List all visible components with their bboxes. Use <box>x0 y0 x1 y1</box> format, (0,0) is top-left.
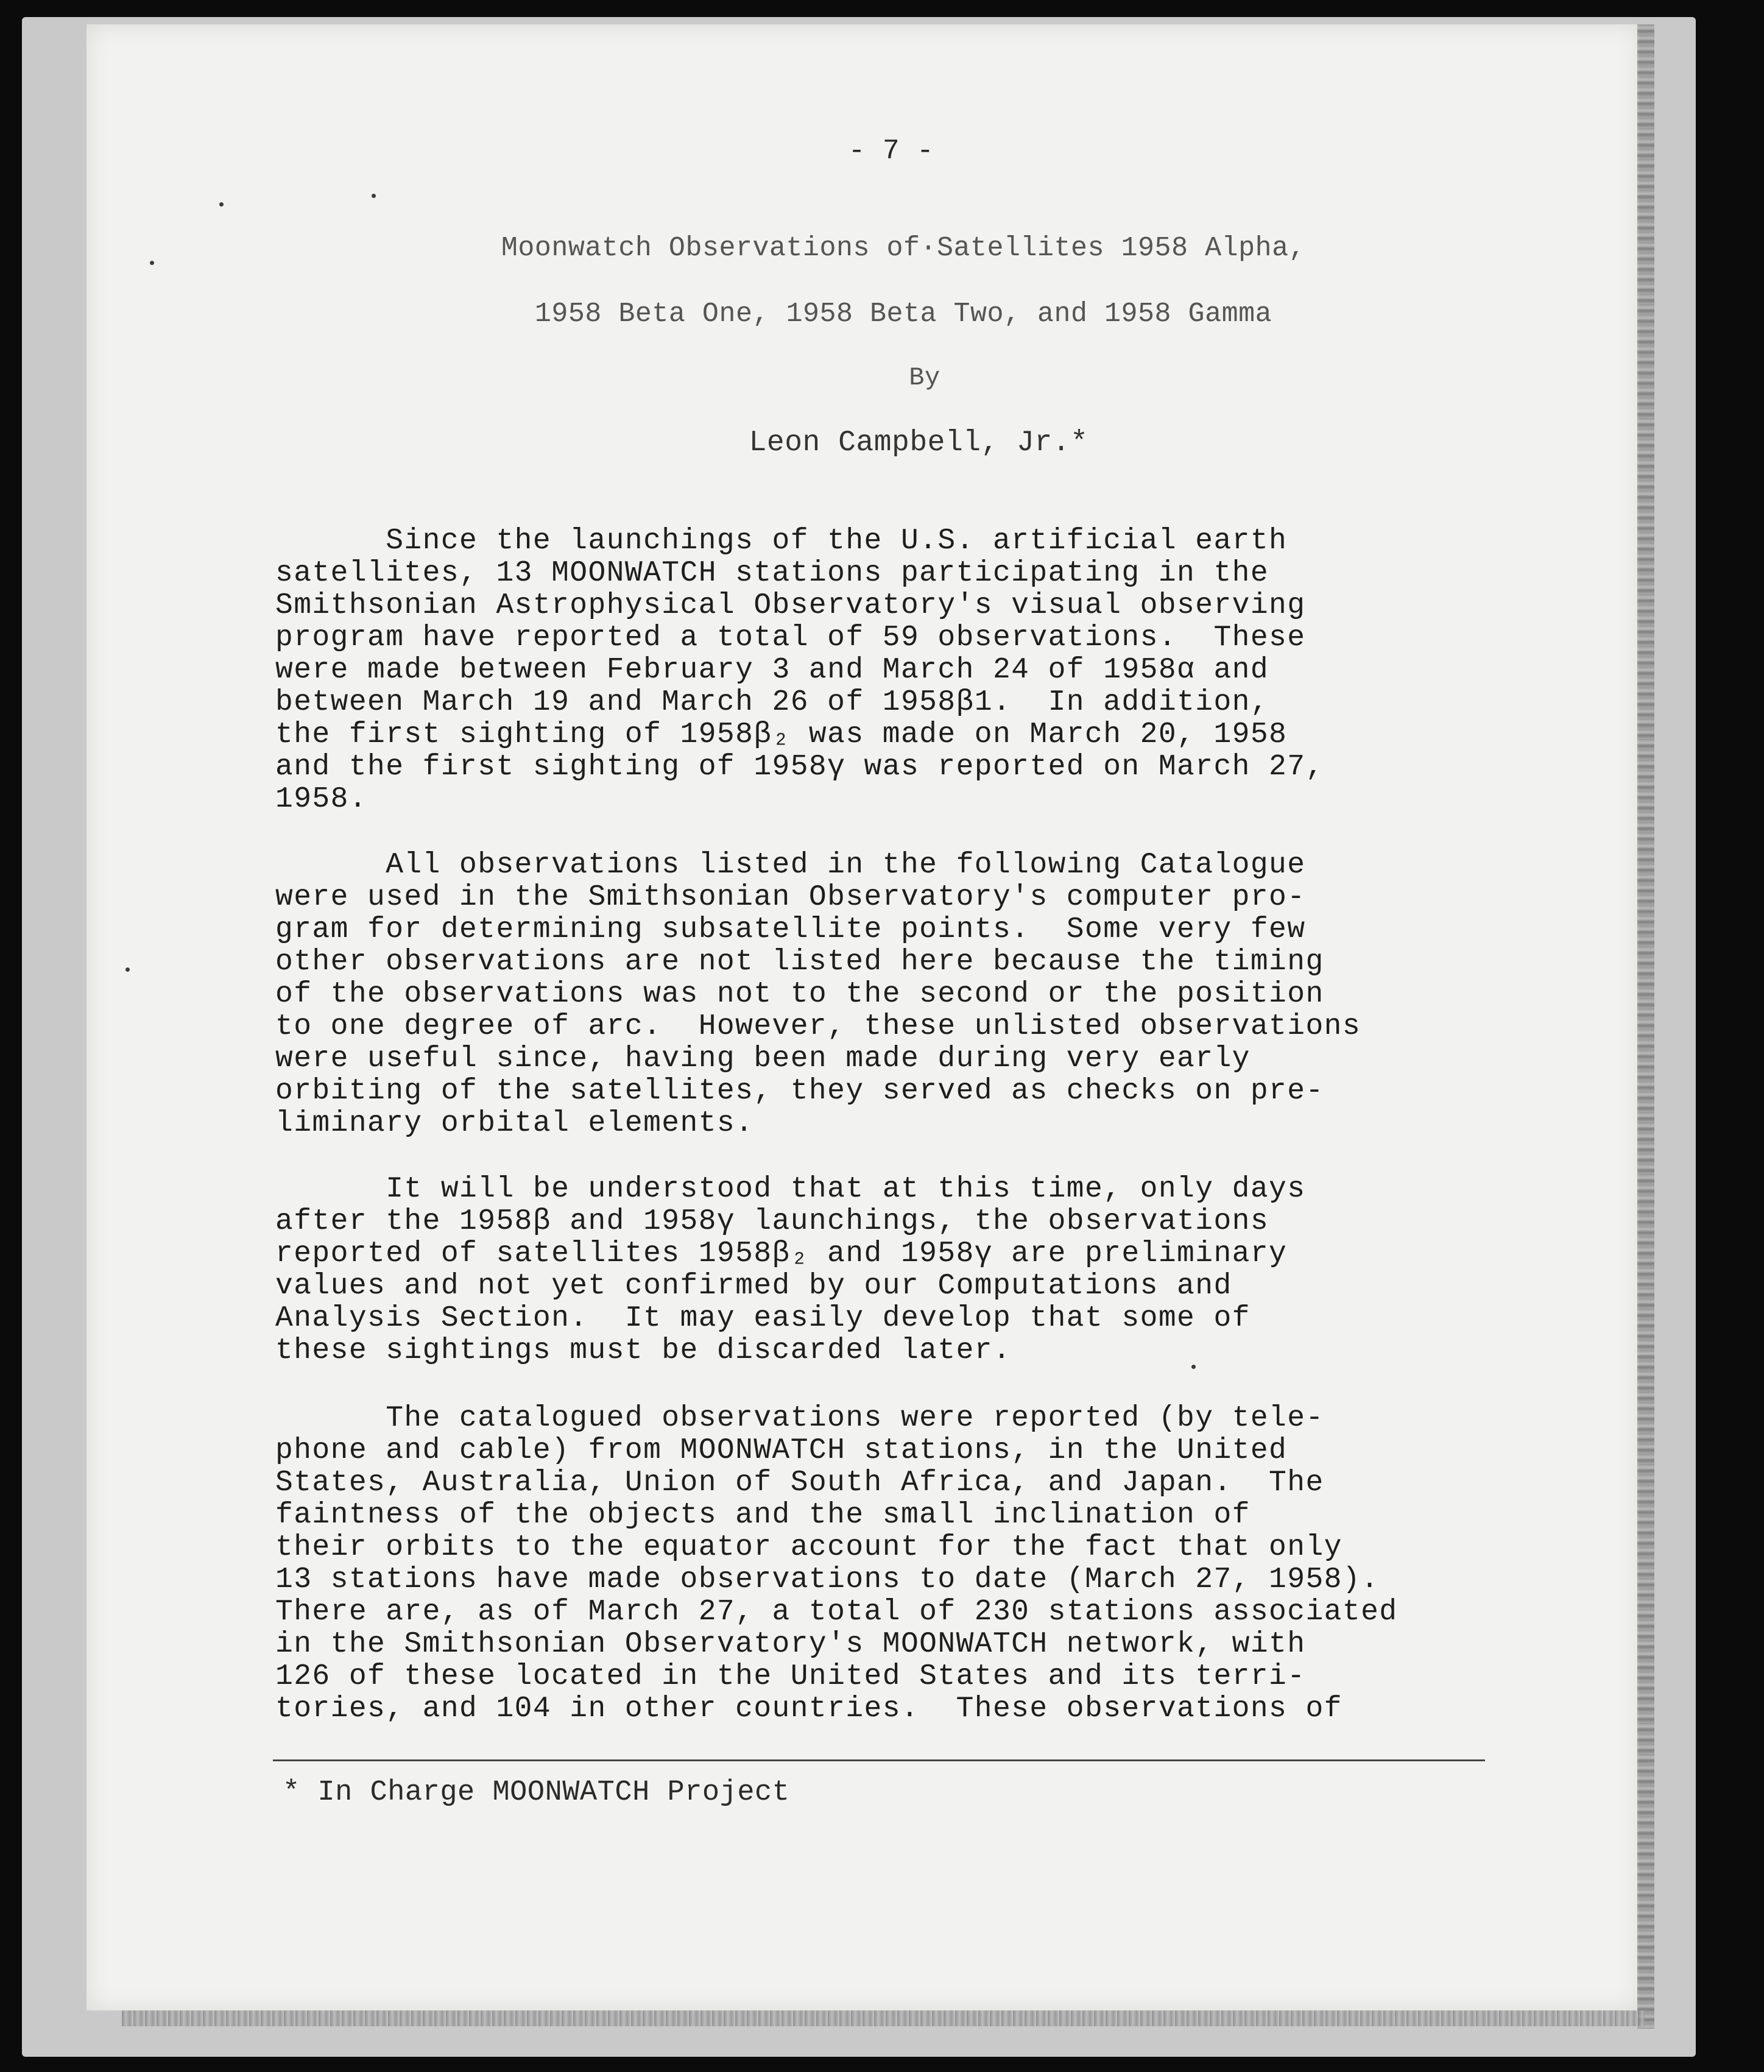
film-edge-bottom <box>122 2010 1645 2026</box>
paragraph-preliminary-values: It will be understood that at this time, only days after the 1958β and 1958γ launchings, the observations reported of satellites 1958β₂ and 1958γ are preliminary values and not yet confirmed by our Computations and Analysis Section. It may easily develop that some of these sightings must be discarded later. <box>275 1173 1306 1367</box>
dust-speck <box>1191 1365 1196 1369</box>
paragraph-catalogue-usage: All observations listed in the following Catalogue were used in the Smithsonian Observatory's computer pro- gram for determining subsatellite points. Some very few other observations are not listed here because the timing of the observations was not to the second or the position to one degree of arc. However, these unlisted observations were useful since, having been made during very early orbiting of the satellites, they served as checks on pre- liminary orbital elements. <box>275 849 1361 1140</box>
title-line-1: Moonwatch Observations of·Satellites 1958 Alpha, <box>501 233 1306 264</box>
footnote: * In Charge MOONWATCH Project <box>283 1777 790 1809</box>
dust-speck <box>150 261 154 265</box>
byline: By <box>909 363 940 392</box>
dust-speck <box>219 202 224 207</box>
footnote-divider <box>273 1759 1485 1761</box>
paragraph-launch-observations: Since the launchings of the U.S. artificial earth satellites, 13 MOONWATCH stations participating in the Smithsonian Astrophysical Observatory's visual observing program have reported a total of 59 observations. These were made between February 3 and March 24 of 1958α and between March 19 and March 26 of 1958β1. In addition, the first sighting of 1958β₂ was made on March 20, 1958 and the first sighting of 1958γ was reported on March 27, 1958. <box>275 525 1324 816</box>
page-number: - 7 - <box>848 135 934 167</box>
title-line-2: 1958 Beta One, 1958 Beta Two, and 1958 Gamma <box>534 299 1272 330</box>
dust-speck <box>125 967 130 972</box>
author-name: Leon Campbell, Jr.* <box>749 426 1088 459</box>
dust-speck <box>372 194 376 198</box>
paragraph-station-reports: The catalogued observations were reported (by tele- phone and cable) from MOONWATCH stations, in the United States, Australia, Union of South Africa, and Japan. The faintness of the objects and the small inclination of their orbits to the equator account for the fact that only 13 stations have made observations to date (March 27, 1958). There are, as of March 27, a total of 230 stations associated in the Smithsonian Observatory's MOONWATCH network, with 126 of these located in the United States and its terri- tories, and 104 in other countries. These observations of <box>275 1402 1398 1725</box>
